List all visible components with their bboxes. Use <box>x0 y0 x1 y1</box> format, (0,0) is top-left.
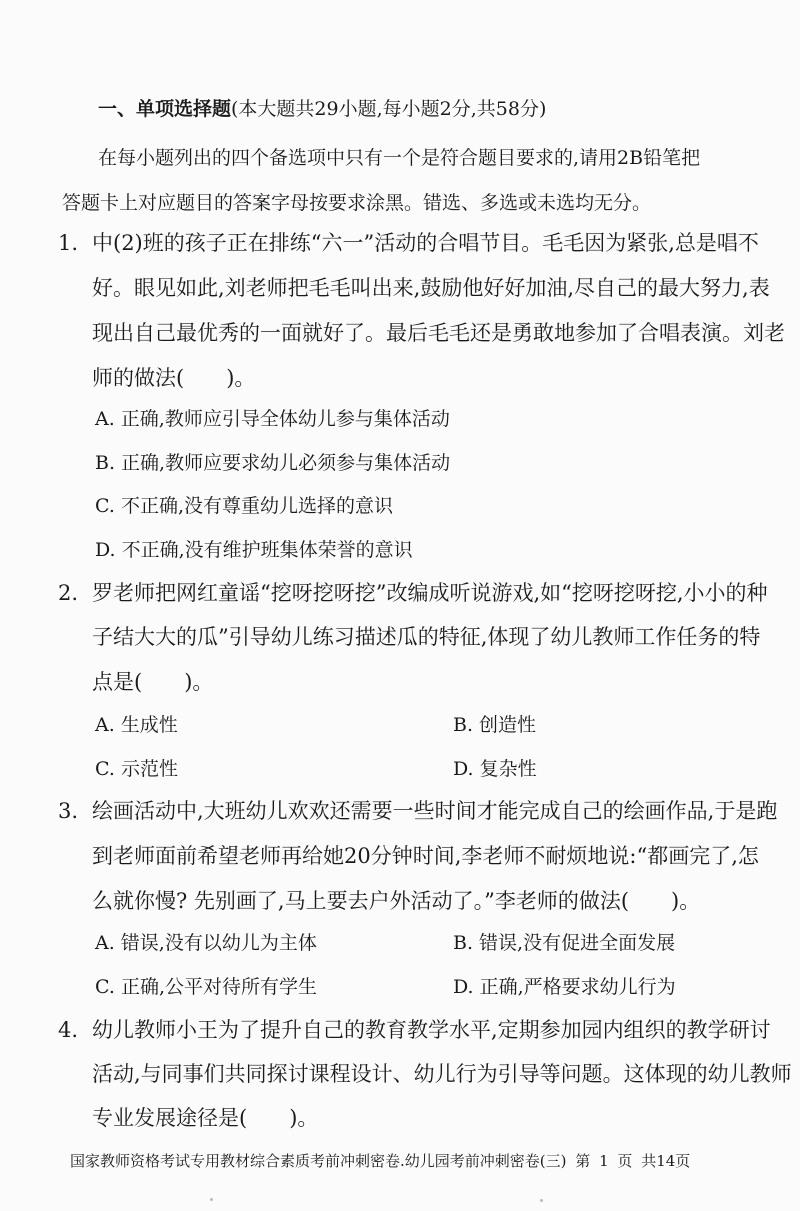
question-3-option-a[interactable]: A. 错误,没有以幼儿为主体 <box>95 932 317 954</box>
instructions-line-2: 答题卡上对应题目的答案字母按要求涂黑。错选、多选或未选均无分。 <box>62 192 652 214</box>
instructions-line-1: 在每小题列出的四个备选项中只有一个是符合题目要求的,请用2B铅笔把 <box>98 147 701 169</box>
question-4-line-3: 专业发展途径是( )。 <box>92 1106 319 1130</box>
question-3-line-3: 么就你慢? 先别画了,马上要去户外活动了。”李老师的做法( )。 <box>92 889 701 913</box>
question-3-option-d[interactable]: D. 正确,严格要求幼儿行为 <box>453 976 676 998</box>
page-footer <box>70 1150 730 1172</box>
question-1-line-4: 师的做法( )。 <box>92 366 256 390</box>
question-2-option-c[interactable]: C. 示范性 <box>95 758 178 780</box>
footer-page-number: 1 <box>599 1152 609 1170</box>
footer-total-pages: 共14页 <box>641 1152 691 1170</box>
question-3-option-b[interactable]: B. 错误,没有促进全面发展 <box>453 932 676 954</box>
question-3-line-1: 绘画活动中,大班幼儿欢欢还需要一些时间才能完成自己的绘画作品,于是跑 <box>92 799 778 823</box>
scan-speck <box>210 1198 213 1201</box>
question-1-line-1: 中(2)班的孩子正在排练“六一”活动的合唱节目。毛毛因为紧张,总是唱不 <box>92 231 759 255</box>
question-2-line-3: 点是( )。 <box>92 670 214 694</box>
question-4-line-2: 活动,与同事们共同探讨课程设计、幼儿行为引导等问题。这体现的幼儿教师 <box>92 1062 792 1086</box>
question-4-number: 4. <box>58 1018 79 1042</box>
question-3-number: 3. <box>58 799 79 823</box>
section-header <box>98 94 546 124</box>
question-3-option-c[interactable]: C. 正确,公平对待所有学生 <box>95 976 317 998</box>
scan-speck <box>540 1199 543 1202</box>
question-1-number: 1. <box>58 231 79 255</box>
question-1-option-d[interactable]: D. 不正确,没有维护班集体荣誉的意识 <box>95 539 413 561</box>
question-2-line-1: 罗老师把网红童谣“挖呀挖呀挖”改编成听说游戏,如“挖呀挖呀挖,小小的种 <box>92 581 768 605</box>
question-2-option-a[interactable]: A. 生成性 <box>95 714 178 736</box>
footer-book-title: 国家教师资格考试专用教材综合素质考前冲刺密卷.幼儿园考前冲刺密卷(三) <box>70 1152 567 1170</box>
question-2-option-b[interactable]: B. 创造性 <box>453 714 537 736</box>
section-subtitle: (本大题共29小题,每小题2分,共58分) <box>231 98 547 120</box>
question-2-line-2: 子结大大的瓜”引导幼儿练习描述瓜的特征,体现了幼儿教师工作任务的特 <box>92 625 761 649</box>
question-3-line-2: 到老师面前希望老师再给她20分钟时间,李老师不耐烦地说:“都画完了,怎 <box>92 844 759 868</box>
question-2-option-d[interactable]: D. 复杂性 <box>453 758 537 780</box>
footer-page-label: 第 <box>575 1152 591 1170</box>
question-4-line-1: 幼儿教师小王为了提升自己的教育教学水平,定期参加园内组织的教学研讨 <box>92 1018 771 1042</box>
question-1-line-3: 现出自己最优秀的一面就好了。最后毛毛还是勇敢地参加了合唱表演。刘老 <box>92 321 785 345</box>
section-title: 一、单项选择题 <box>98 98 232 120</box>
question-1-option-b[interactable]: B. 正确,教师应要求幼儿必须参与集体活动 <box>95 452 451 474</box>
question-1-option-c[interactable]: C. 不正确,没有尊重幼儿选择的意识 <box>95 495 393 517</box>
question-1-option-a[interactable]: A. 正确,教师应引导全体幼儿参与集体活动 <box>95 408 450 430</box>
footer-page-unit: 页 <box>617 1152 633 1170</box>
question-2-number: 2. <box>58 581 79 605</box>
question-1-line-2: 好。眼见如此,刘老师把毛毛叫出来,鼓励他好好加油,尽自己的最大努力,表 <box>92 276 770 300</box>
